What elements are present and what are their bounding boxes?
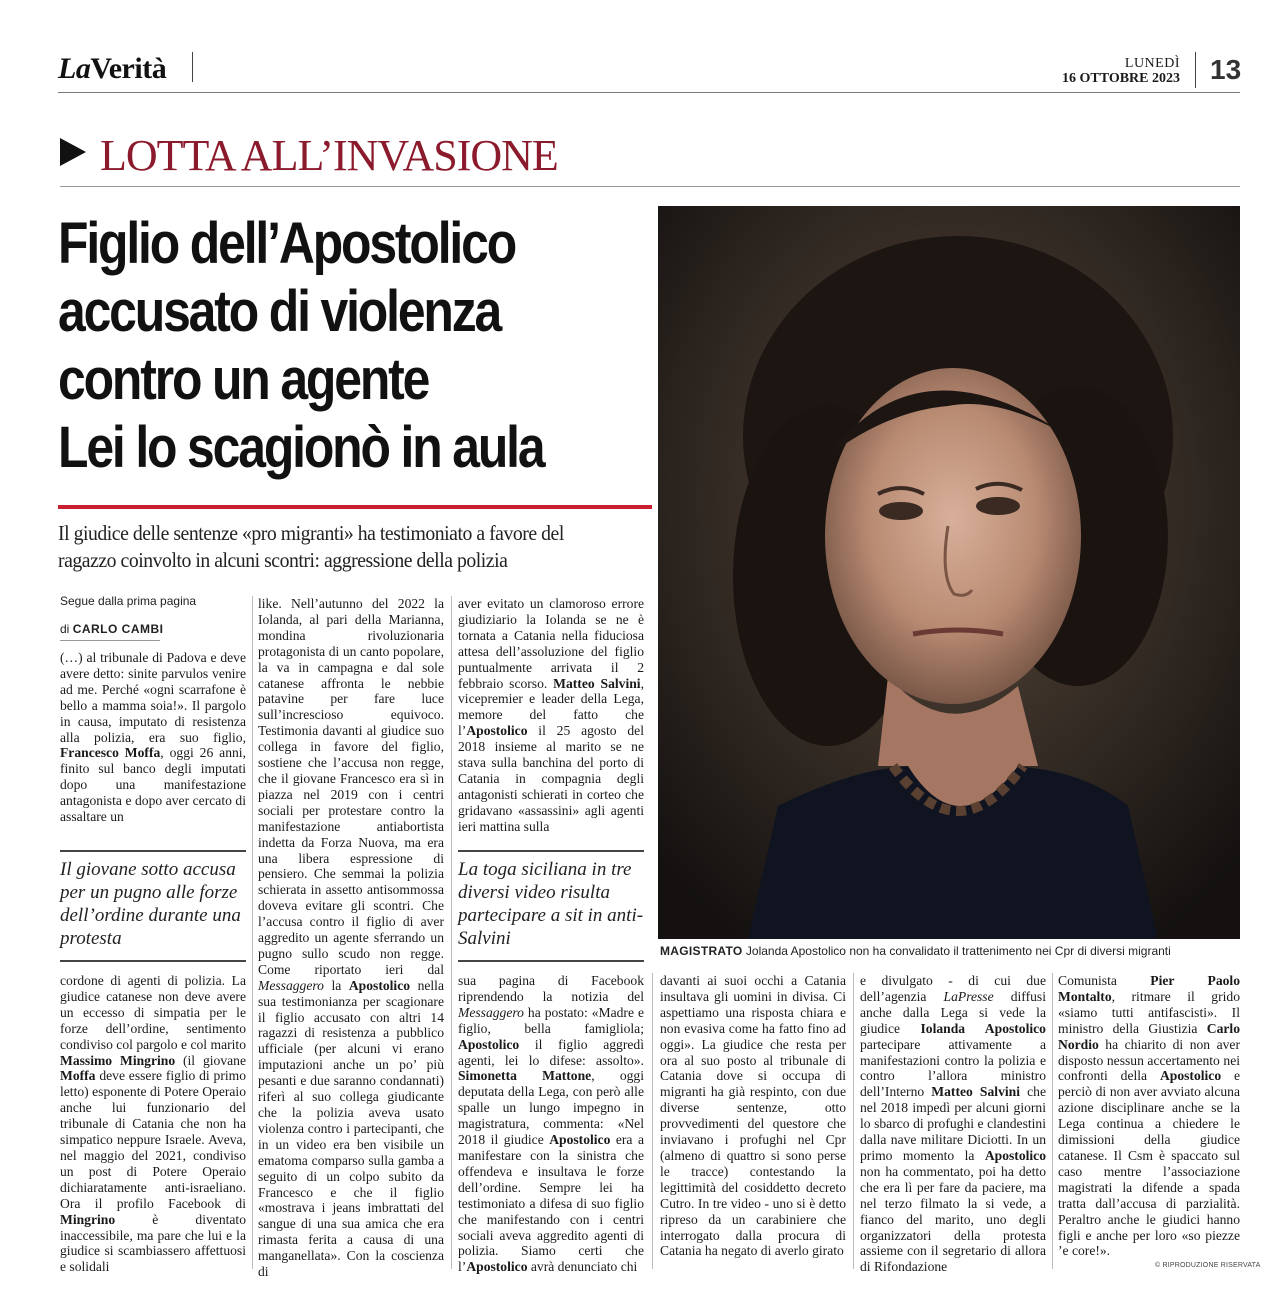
article-text: e divulgato - di cui due dell’agenzia [860, 973, 1046, 1004]
section-rule [60, 186, 1240, 187]
article-text: avrà denunciato chi [527, 1259, 638, 1275]
issue-full-date: 16 OTTOBRE 2023 [1062, 71, 1180, 86]
triangle-arrow-icon [60, 138, 86, 166]
article-paragraph [258, 596, 444, 1280]
article-name-bold: Carlo Nordio [1058, 1020, 1240, 1052]
pull-quote-rule [458, 960, 644, 962]
article-title-italic: Messaggero [458, 1004, 524, 1020]
section-title [60, 130, 558, 182]
article-text: , oggi deputata della Lega, con però alle spalle un lungo impegno in magistratura, commenta: «Nel 2018 il giudice [458, 1068, 644, 1148]
article-paragraph [60, 650, 246, 825]
article-text: Comunista [1058, 973, 1151, 988]
article-name-bold: Apostolico [466, 1259, 528, 1275]
article-text: che nel 2018 impedì per alcuni giorni lo sbarco di profughi e clandestini dalla nave militare Diciotti. In un primo momento la [860, 1084, 1046, 1163]
article-text: ha chiarito di non aver disposto nessun accertamento nei confronti della [1058, 1036, 1240, 1084]
article-name-bold: Apostolico [984, 1147, 1046, 1163]
article-name-bold: Apostolico [549, 1132, 611, 1148]
caption-text: Jolanda Apostolico non ha convalidato il trattenimento nei Cpr di diversi migranti [745, 944, 1171, 958]
copyright-notice: © RIPRODUZIONE RISERVATA [1155, 1262, 1261, 1269]
article-text: partecipare attivamente a manifestazioni contro la polizia e contro l’allora ministro dell’Interno [860, 1036, 1046, 1100]
column-divider [252, 596, 253, 1269]
article-column-2 [258, 596, 444, 1280]
column-divider [1052, 973, 1053, 1269]
article-name-bold: Matteo Salvini [553, 675, 641, 691]
byline-prefix: di [60, 622, 70, 636]
article-text: è diventato inaccessibile, ma pare che lui e la giudice si scambiassero affettuosi e solidali [60, 1211, 246, 1275]
masthead-divider [192, 52, 193, 82]
masthead-verita: Verità [90, 52, 167, 85]
article-text: , vicepremier e leader della Lega, memore del fatto che l’ [458, 675, 644, 739]
section-label: LOTTA ALL’INVASIONE [100, 131, 558, 180]
column-divider [652, 973, 653, 1269]
article-title-italic: Messaggero [258, 977, 324, 993]
pull-quote-rule [60, 850, 246, 852]
article-text: la [323, 977, 349, 993]
article-name-bold: Mingrino [60, 1211, 116, 1227]
article-paragraph [60, 973, 246, 1275]
article-column-4 [660, 973, 846, 1269]
article-name-bold: Apostolico [348, 977, 411, 993]
article-name-bold: Simonetta Mattone [458, 1068, 592, 1084]
portrait-photo [658, 206, 1240, 939]
article-text: il figlio aggredì agenti, lei lo difese: assolto». [458, 1036, 644, 1068]
article-text: cordone di agenti di polizia. La giudice catanese non deve avere un eccesso di simpatia per le forze dell’ordine, sentimento condiviso col pargolo e col marito [60, 973, 246, 1052]
headline-line-4: Lei lo scagionò in aula [58, 415, 544, 480]
article-paragraph [660, 973, 846, 1259]
article-paragraph [458, 596, 644, 835]
article-text: davanti ai suoi occhi a Catania insultava gli uomini in divisa. Ci aspettiamo una risposta chiara e non evasiva come ha fatto fino ad oggi». La giudice che resta per ora al suo posto al tribunale di Catania dove si occupa di migranti ha già respinto, con due diverse sentenze, otto provvedimenti del questore che inviavano i profughi nel Cpr (almeno di quattro si sono perse le tracce) contestando la legittimità del cosiddetto decreto Cutro. In tre video - uno si è detto ripreso da un carabiniere che interrogato dalla procura di Catania ha negato di averlo girato [660, 973, 846, 1259]
article-column-1-bottom [60, 973, 246, 1275]
portrait-illustration [658, 206, 1240, 939]
article-name-bold: Apostolico [458, 1036, 520, 1052]
article-text: nella sua testimonianza per scagionare il figlio accusato con altri 14 ragazzi di resistenza a pubblico ufficiale (per alcuni vi erano imputazioni anche un po’ più pesanti e due saranno condannati) riferì al suo collega giudicante che la polizia aveva usato violenza contro i partecipanti, che in un video era ben visibile un ematoma comparso sulla gamba a seguito di un colpo subito da Francesco e che il figlio «mostrava i jeans imbrattati del sangue di una sua amica che era rimasta ferita a causa di una manganellata». Con la coscienza di [258, 977, 444, 1280]
article-text: (il giovane [175, 1052, 246, 1068]
article-text: ha postato: «Madre e figlio, bella famigliola; [458, 1004, 644, 1036]
pull-quote-left: Il giovane sotto accusa per un pugno alle forze dell’ordine durante una protesta [60, 859, 241, 949]
continued-from-front: Segue dalla prima pagina [60, 594, 197, 608]
page-number-divider [1195, 52, 1196, 88]
article-text: diffusi anche dalla Lega si vede la giudice [860, 988, 1046, 1036]
article-text: sua pagina di Facebook riprendendo la notizia del [458, 973, 644, 1004]
article-name-bold: Moffa [60, 1068, 96, 1084]
byline [60, 622, 164, 636]
pull-quote-right: La toga siciliana in tre diversi video risulta partecipare a sit in anti-Salvini [458, 859, 644, 949]
article-paragraph [1058, 973, 1240, 1259]
masthead-la: La [58, 52, 91, 85]
article-text: aver evitato un clamoroso errore giudiziario la Iolanda se ne è tornata a Catania nella fiduciosa attesa dell’assoluzione del figlio puntualmente arrivata il 2 febbraio scorso. [458, 596, 644, 691]
article-column-3-bottom [458, 973, 644, 1275]
article-text: , ritmare il grido «siamo tutti antifascisti». Il ministro della Giustizia [1058, 988, 1240, 1036]
column-divider [451, 596, 452, 1269]
article-column-1-top [60, 650, 246, 838]
article-text: (…) al tribunale di Padova e deve avere detto: sinite parvulos venire ad me. Perché «ogni scarrafone è bello a mamma soia!». Il pargolo in causa, imputato di resistenza alla polizia, era suo figlio, [60, 650, 246, 745]
article-column-5 [860, 973, 1046, 1275]
issue-date [1062, 56, 1180, 86]
caption-label: MAGISTRATO [660, 944, 743, 958]
masthead-logo [58, 52, 166, 86]
article-title-italic: LaPresse [943, 988, 994, 1004]
headline-line-1: Figlio dell’Apostolico [58, 211, 516, 276]
article-name-bold: Matteo Salvini [931, 1084, 1020, 1100]
article-name-bold: Francesco Moffa [60, 745, 161, 761]
pull-quote-rule [60, 960, 246, 962]
column-divider [853, 973, 854, 1269]
subheadline: Il giudice delle sentenze «pro migranti» ha testimoniato a favore del ragazzo coinvolto in alcuni scontri: aggressione della polizia [58, 521, 564, 572]
article-text: , oggi 26 anni, finito sul banco degli imputati dopo una manifestazione antagonista e dopo aver cercato di assaltare un [60, 745, 246, 825]
headline-line-2: accusato di violenza [58, 279, 501, 344]
article-text: il 25 agosto del 2018 insieme al marito se ne stava sulla banchina del porto di Catania in compagnia degli antagonisti schierati in corteo che gridavano «assassini» agli agenti ieri mattina sulla [458, 723, 644, 834]
article-name-bold: Massimo Mingrino [60, 1052, 176, 1068]
article-column-6 [1058, 973, 1240, 1269]
page-number: 13 [1210, 54, 1242, 85]
photo-caption [660, 944, 1240, 958]
article-name-bold: Iolanda Apostolico [920, 1020, 1046, 1036]
masthead-rule [58, 92, 1240, 93]
headline-underline [58, 505, 652, 509]
article-name-bold: Apostolico [1159, 1068, 1222, 1084]
article-paragraph [458, 973, 644, 1275]
headline-line-3: contro un agente [58, 347, 429, 412]
pull-quote-rule [458, 850, 644, 852]
article-column-3-top [458, 596, 644, 836]
article-text: like. Nell’autunno del 2022 la Iolanda, al pari della Marianna, mondina rivoluzionaria protagonista di un canto popolare, la va in campagna e dal sole catanese affronta le nebbie patavine per fare luce sull’increscioso equivoco. Testimonia davanti al giudice suo collega in favore del figlio, sostiene che l’accusa non regge, che il giovane Francesco era sì in piazza nel 2019 con i centri sociali per protestare contro la manifestazione antiabortista indetta da Forza Nuova, ma era una libera espressione di pensiero. Che semmai la polizia schierata in assetto antisommossa doveva evitare gli scontri. Che l’accusa contro il figlio di aver aggredito un agente sferrando un pugno sullo scudo non regge. Come riportato ieri dal [258, 596, 444, 977]
byline-rule [60, 640, 160, 641]
article-text: non ha commentato, poi ha detto che era lì per fare da paciere, ma nel terzo filmato la si vede, a fianco del marito, uno degli organizzatori della protesta assieme con il segretario di allora di Rifondazione [860, 1163, 1046, 1275]
headline [58, 210, 574, 482]
article-text: e perciò di non aver avviato alcuna azione disciplinare anche se la Lega continua a chiedere le dimissioni della giudice catanese. Il Csm è spaccato sul caso mentre l’associazione magistrati la difende a spada tratta dall’accusa di parzialità. Peraltro anche le giudici hanno figli e anche per loro «so piezze ’e core!». [1058, 1068, 1241, 1259]
article-text: era a manifestare con la sinistra che offendeva e insultava le forze dell’ordine. Sempre lei ha testimoniato a difesa di suo figlio che manifestando con i centri sociali aveva aggredito agenti di polizia. Siamo certi che l’ [458, 1132, 644, 1275]
article-name-bold: Pier Paolo Montalto [1058, 973, 1240, 1004]
article-name-bold: Apostolico [466, 723, 528, 739]
article-paragraph [860, 973, 1046, 1275]
issue-day: LUNEDÌ [1124, 56, 1180, 71]
byline-author: CARLO CAMBI [72, 622, 164, 636]
article-text: deve essere figlio di primo letto) esponente di Potere Operaio anche lui funzionario del tribunale di Catania che non ha simpatico neppure Israele. Aveva, nel maggio del 2021, condiviso un post di Potere Operaio dichiaratamente anti-israeliano. Ora il profilo Facebook di [60, 1068, 246, 1211]
